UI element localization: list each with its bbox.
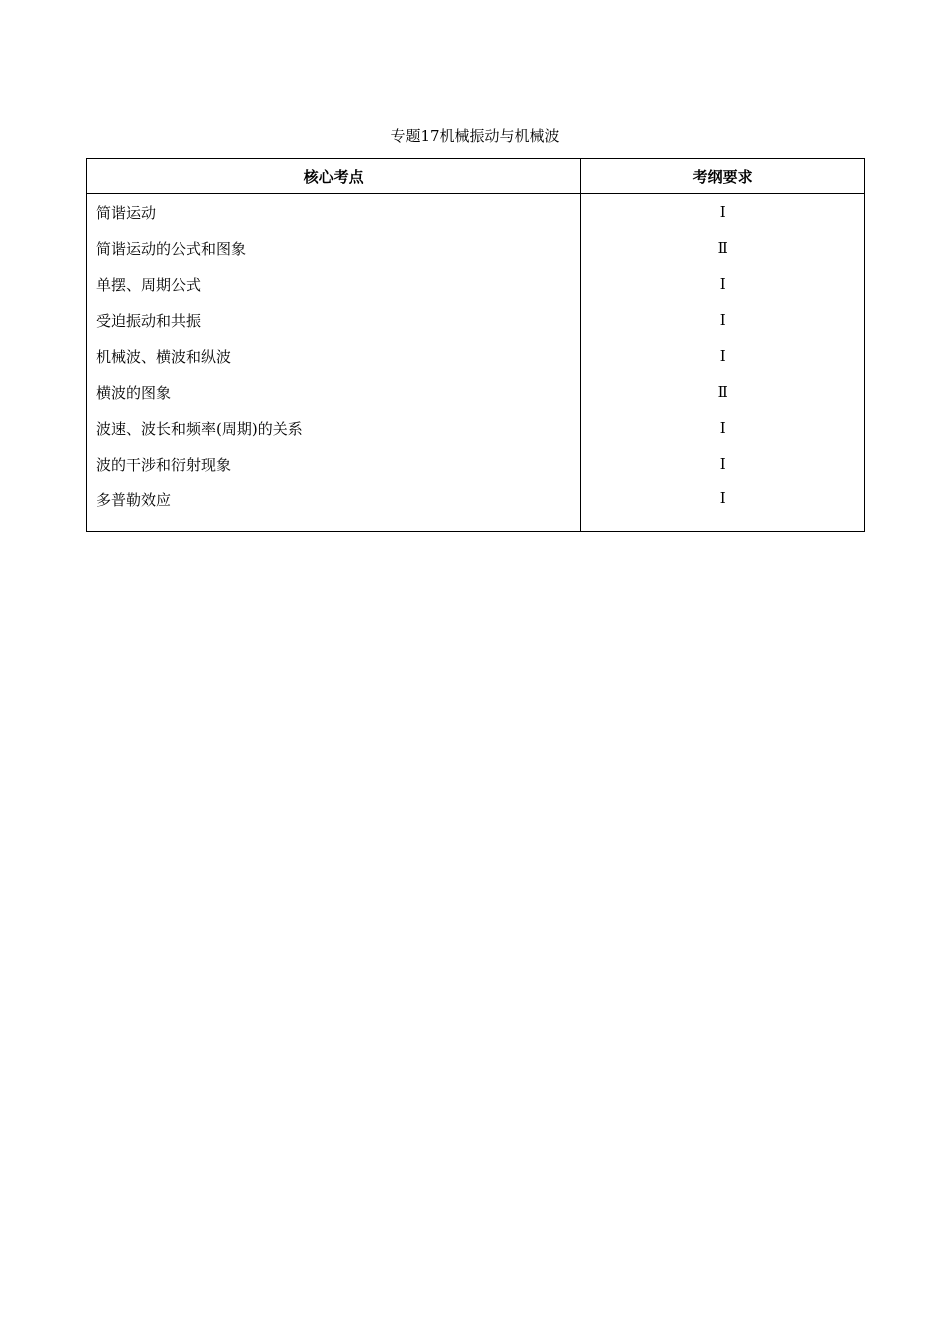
table-row [87, 302, 865, 338]
requirement-level-cell: Ⅱ [581, 230, 865, 266]
requirement-level-cell: Ⅰ [581, 194, 865, 231]
core-point-cell: 受迫振动和共振 [87, 302, 581, 338]
core-point-cell: 机械波、横波和纵波 [87, 338, 581, 374]
core-point-cell: 多普勒效应 [87, 482, 581, 532]
core-point-cell: 简谐运动 [87, 194, 581, 231]
requirement-level-cell: Ⅰ [581, 410, 865, 446]
syllabus-table [86, 158, 865, 532]
header-core-point: 核心考点 [87, 159, 581, 194]
requirement-level-cell: Ⅰ [581, 266, 865, 302]
core-point-cell: 横波的图象 [87, 374, 581, 410]
requirement-level-cell: Ⅰ [581, 302, 865, 338]
table-row [87, 194, 865, 231]
requirement-level-cell: Ⅱ [581, 374, 865, 410]
core-point-cell: 波速、波长和频率(周期)的关系 [87, 410, 581, 446]
table-row [87, 230, 865, 266]
table-row [87, 266, 865, 302]
table-row [87, 338, 865, 374]
table-row [87, 374, 865, 410]
core-point-cell: 简谐运动的公式和图象 [87, 230, 581, 266]
requirement-level-cell: Ⅰ [581, 338, 865, 374]
core-point-cell: 单摆、周期公式 [87, 266, 581, 302]
header-requirement: 考纲要求 [581, 159, 865, 194]
requirement-level-cell: Ⅰ [581, 446, 865, 482]
document-title: 专题17机械振动与机械波 [390, 127, 560, 145]
table-row [87, 482, 865, 532]
table-row [87, 446, 865, 482]
core-point-cell: 波的干涉和衍射现象 [87, 446, 581, 482]
table-header-row [87, 159, 865, 194]
requirement-level-cell: Ⅰ [581, 482, 865, 532]
table-row [87, 410, 865, 446]
